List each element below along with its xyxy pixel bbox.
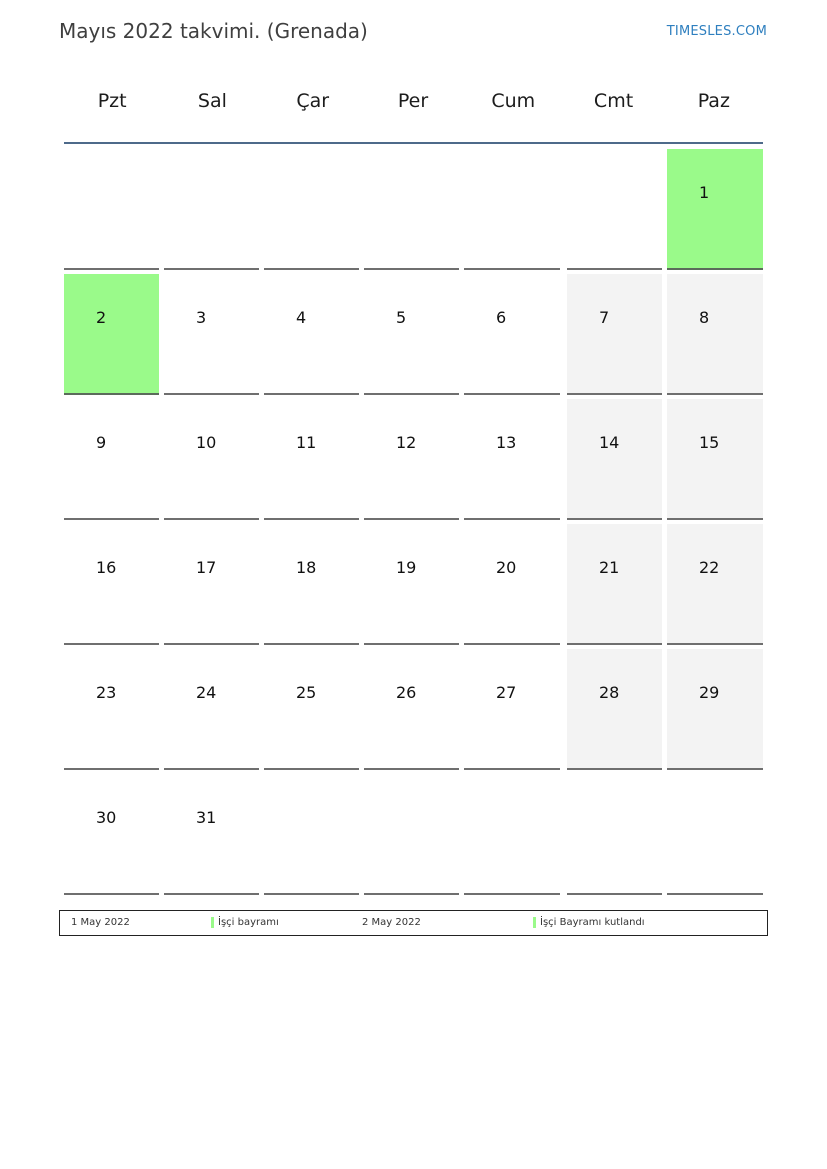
- day-number: 18: [296, 558, 317, 577]
- day-number: 31: [196, 808, 217, 827]
- weekend-day-cell: [567, 399, 662, 520]
- day-number: 30: [96, 808, 117, 827]
- day-number: 25: [296, 683, 317, 702]
- empty-day-cell: [264, 149, 359, 270]
- day-number: 9: [96, 433, 107, 452]
- legend-holiday-name: İşçi Bayramı kutlandı: [540, 917, 645, 928]
- weekday-label: Cum: [491, 90, 536, 112]
- day-cell: [64, 399, 159, 520]
- weekday-label: Çar: [296, 90, 330, 112]
- day-cell: [164, 274, 259, 395]
- empty-day-cell: [364, 774, 459, 895]
- page-title: Mayıs 2022 takvimi. (Grenada): [59, 19, 368, 43]
- day-cell: [364, 399, 459, 520]
- day-cell: [464, 274, 560, 395]
- day-cell: [164, 399, 259, 520]
- day-number: 29: [699, 683, 720, 702]
- day-number: 15: [699, 433, 720, 452]
- day-number: 27: [496, 683, 517, 702]
- day-number: 10: [196, 433, 217, 452]
- empty-day-cell: [364, 149, 459, 270]
- day-cell: [264, 649, 359, 770]
- holiday-color-swatch: [533, 917, 536, 928]
- weekday-label: Paz: [697, 90, 730, 112]
- holiday-legend: [59, 910, 768, 936]
- day-cell: [164, 774, 259, 895]
- weekday-label: Pzt: [97, 90, 127, 112]
- weekday-header-row: [62, 90, 764, 112]
- legend-date: 2 May 2022: [362, 917, 421, 928]
- empty-day-cell: [464, 149, 560, 270]
- day-cell: [364, 524, 459, 645]
- day-number: 6: [496, 308, 507, 327]
- site-link[interactable]: TIMESLES.COM: [666, 24, 767, 39]
- day-number: 19: [396, 558, 417, 577]
- legend-date: 1 May 2022: [71, 917, 130, 928]
- weekend-day-cell: [567, 274, 662, 395]
- weekday-label: Cmt: [593, 90, 634, 112]
- day-cell: [364, 274, 459, 395]
- day-number: 1: [699, 183, 710, 202]
- day-number: 26: [396, 683, 417, 702]
- day-cell: [264, 524, 359, 645]
- weekend-day-cell: [667, 274, 763, 395]
- weekend-day-cell: [667, 524, 763, 645]
- day-number: 13: [496, 433, 517, 452]
- day-number: 22: [699, 558, 720, 577]
- empty-day-cell: [64, 149, 159, 270]
- day-cell: [64, 524, 159, 645]
- weekend-day-cell: [567, 524, 662, 645]
- empty-day-cell: [567, 149, 662, 270]
- day-number: 4: [296, 308, 307, 327]
- day-number: 17: [196, 558, 217, 577]
- day-number: 20: [496, 558, 517, 577]
- holiday-color-swatch: [211, 917, 214, 928]
- day-number: 16: [96, 558, 117, 577]
- day-number: 12: [396, 433, 417, 452]
- weekend-day-cell: [667, 649, 763, 770]
- weekday-label: Sal: [197, 90, 227, 112]
- day-cell: [364, 649, 459, 770]
- day-cell: [464, 649, 560, 770]
- day-number: 11: [296, 433, 317, 452]
- day-number: 5: [396, 308, 407, 327]
- day-cell: [64, 649, 159, 770]
- day-cell: [464, 399, 560, 520]
- empty-day-cell: [164, 149, 259, 270]
- day-cell: [264, 399, 359, 520]
- day-cell: [164, 649, 259, 770]
- day-number: 8: [699, 308, 710, 327]
- day-number: 3: [196, 308, 207, 327]
- empty-day-cell: [264, 774, 359, 895]
- header-divider: [64, 142, 763, 144]
- legend-holiday-name: İşçi bayramı: [218, 917, 279, 928]
- day-number: 7: [599, 308, 610, 327]
- holiday-day-cell: [667, 149, 763, 270]
- weekend-day-cell: [567, 649, 662, 770]
- empty-day-cell: [567, 774, 662, 895]
- holiday-day-cell: [64, 274, 159, 395]
- empty-day-cell: [667, 774, 763, 895]
- day-number: 14: [599, 433, 620, 452]
- day-number: 2: [96, 308, 107, 327]
- day-number: 24: [196, 683, 217, 702]
- day-number: 23: [96, 683, 117, 702]
- empty-day-cell: [464, 774, 560, 895]
- day-cell: [64, 774, 159, 895]
- day-number: 21: [599, 558, 620, 577]
- day-cell: [264, 274, 359, 395]
- day-cell: [464, 524, 560, 645]
- weekday-label: Per: [397, 90, 429, 112]
- day-number: 28: [599, 683, 620, 702]
- day-cell: [164, 524, 259, 645]
- weekend-day-cell: [667, 399, 763, 520]
